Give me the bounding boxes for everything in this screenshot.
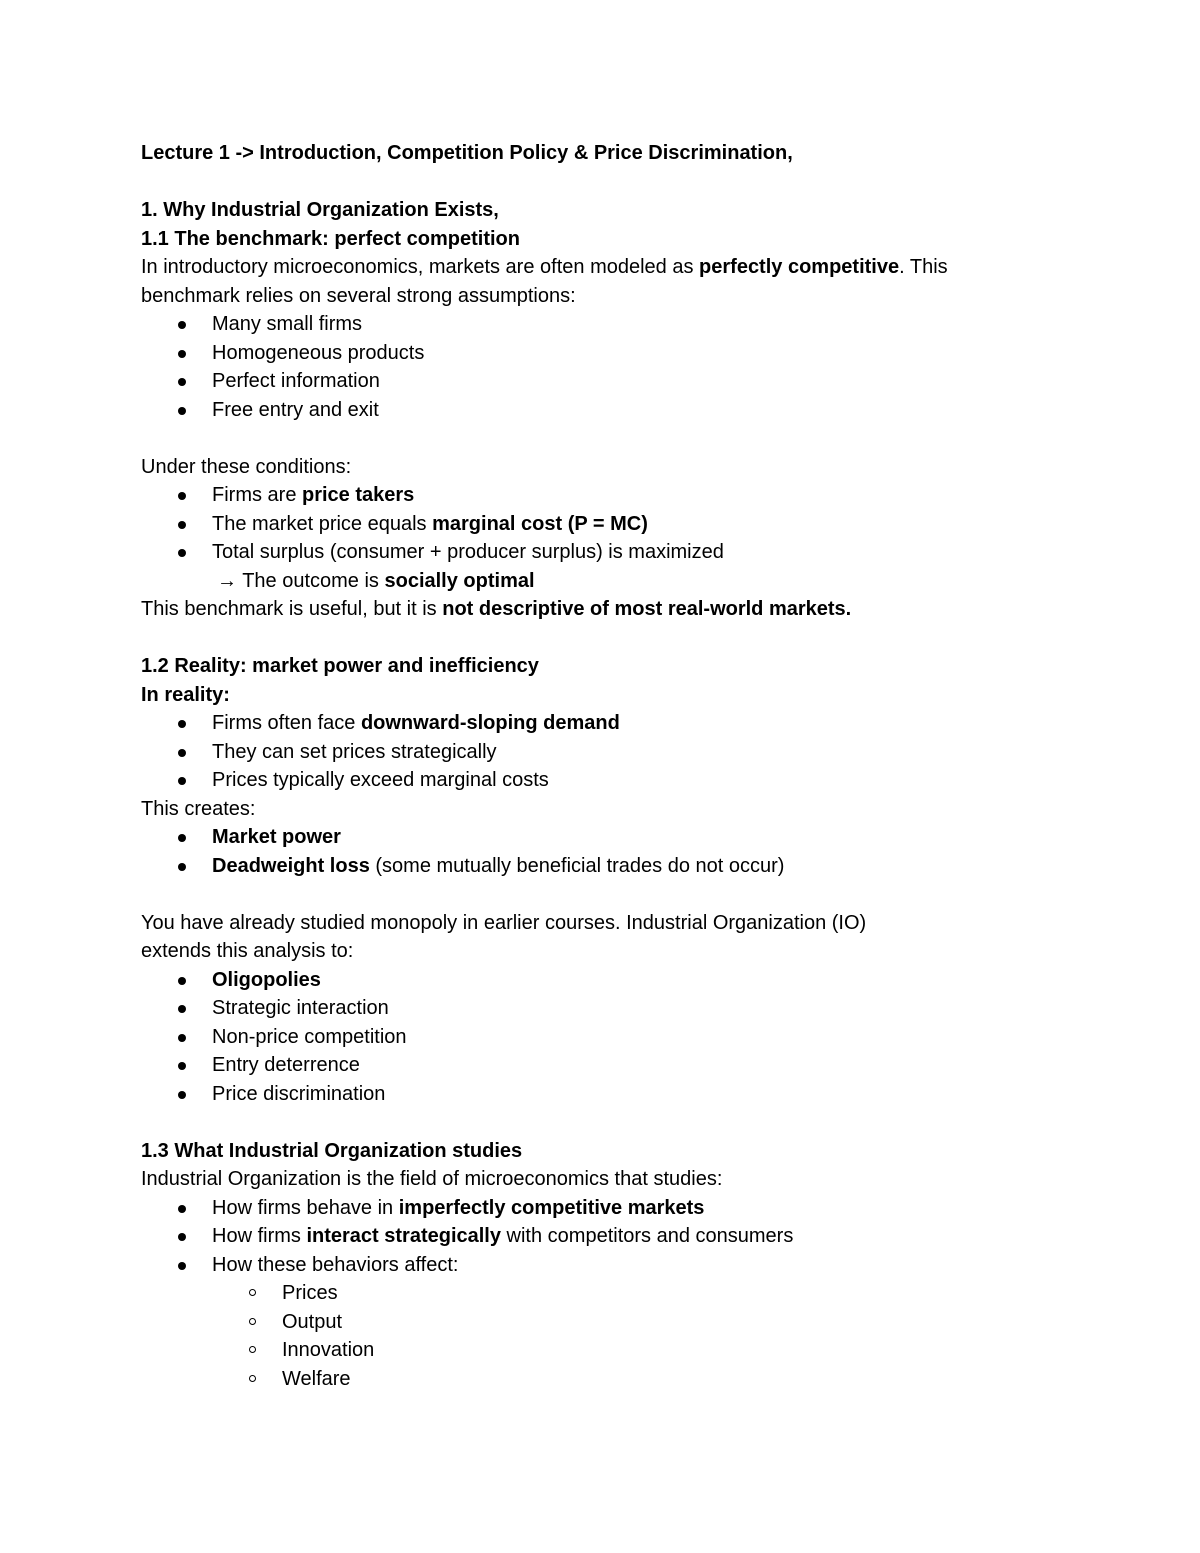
list-item: Firms often face downward-sloping demand [141, 709, 1041, 738]
list-item: How firms interact strategically with competitors and consumers [141, 1222, 1041, 1251]
paragraph: This benchmark is useful, but it is not descriptive of most real-world markets. [141, 598, 852, 620]
sub-list-item: Output [141, 1308, 1041, 1337]
paragraph: This creates: [141, 797, 256, 820]
list-item: Market power [141, 823, 1041, 852]
document-body [141, 139, 1041, 1393]
list-item: Entry deterrence [141, 1051, 1041, 1080]
section-1-3-heading: 1.3 What Industrial Organization studies [141, 1139, 523, 1162]
paragraph: In introductory microeconomics, markets are often modeled as perfectly competitive. This [141, 256, 948, 278]
list-item: Total surplus (consumer + producer surplus) is maximized [141, 538, 1041, 567]
list-item: Firms are price takers [141, 481, 1041, 510]
section-1-1-heading: 1.1 The benchmark: perfect competition [141, 227, 520, 250]
list-item: Prices typically exceed marginal costs [141, 766, 1041, 795]
list-item: Free entry and exit [141, 396, 1041, 425]
list-item: Perfect information [141, 367, 1041, 396]
list-item: Price discrimination [141, 1080, 1041, 1109]
paragraph: Industrial Organization is the field of microeconomics that studies: [141, 1168, 723, 1190]
paragraph: extends this analysis to: [141, 940, 354, 962]
list-item: How firms behave in imperfectly competitive markets [141, 1194, 1041, 1223]
list-item: Non-price competition [141, 1023, 1041, 1052]
paragraph: benchmark relies on several strong assumptions: [141, 284, 576, 307]
list-item: Many small firms [141, 310, 1041, 339]
outcome-line: → The outcome is socially optimal [217, 569, 535, 592]
list-item: Strategic interaction [141, 994, 1041, 1023]
lecture-title: Lecture 1 -> Introduction, Competition Policy & Price Discrimination, [141, 142, 793, 164]
list-item: The market price equals marginal cost (P = MC) [141, 510, 1041, 539]
list-item: They can set prices strategically [141, 738, 1041, 767]
section-1-2-heading: 1.2 Reality: market power and inefficiency [141, 655, 539, 677]
list-item: Homogeneous products [141, 339, 1041, 368]
paragraph: Under these conditions: [141, 455, 352, 478]
section-1-heading: 1. Why Industrial Organization Exists, [141, 199, 499, 221]
list-item: Oligopolies [141, 966, 1041, 995]
list-item: Deadweight loss (some mutually beneficial trades do not occur) [141, 852, 1041, 881]
sub-list-item: Prices [141, 1279, 1041, 1308]
sub-list-item: Innovation [141, 1336, 1041, 1365]
paragraph: You have already studied monopoly in earlier courses. Industrial Organization (IO) [141, 911, 867, 934]
subheading: In reality: [141, 683, 230, 706]
sub-list-item: Welfare [141, 1365, 1041, 1394]
list-item: How these behaviors affect: [141, 1251, 1041, 1280]
